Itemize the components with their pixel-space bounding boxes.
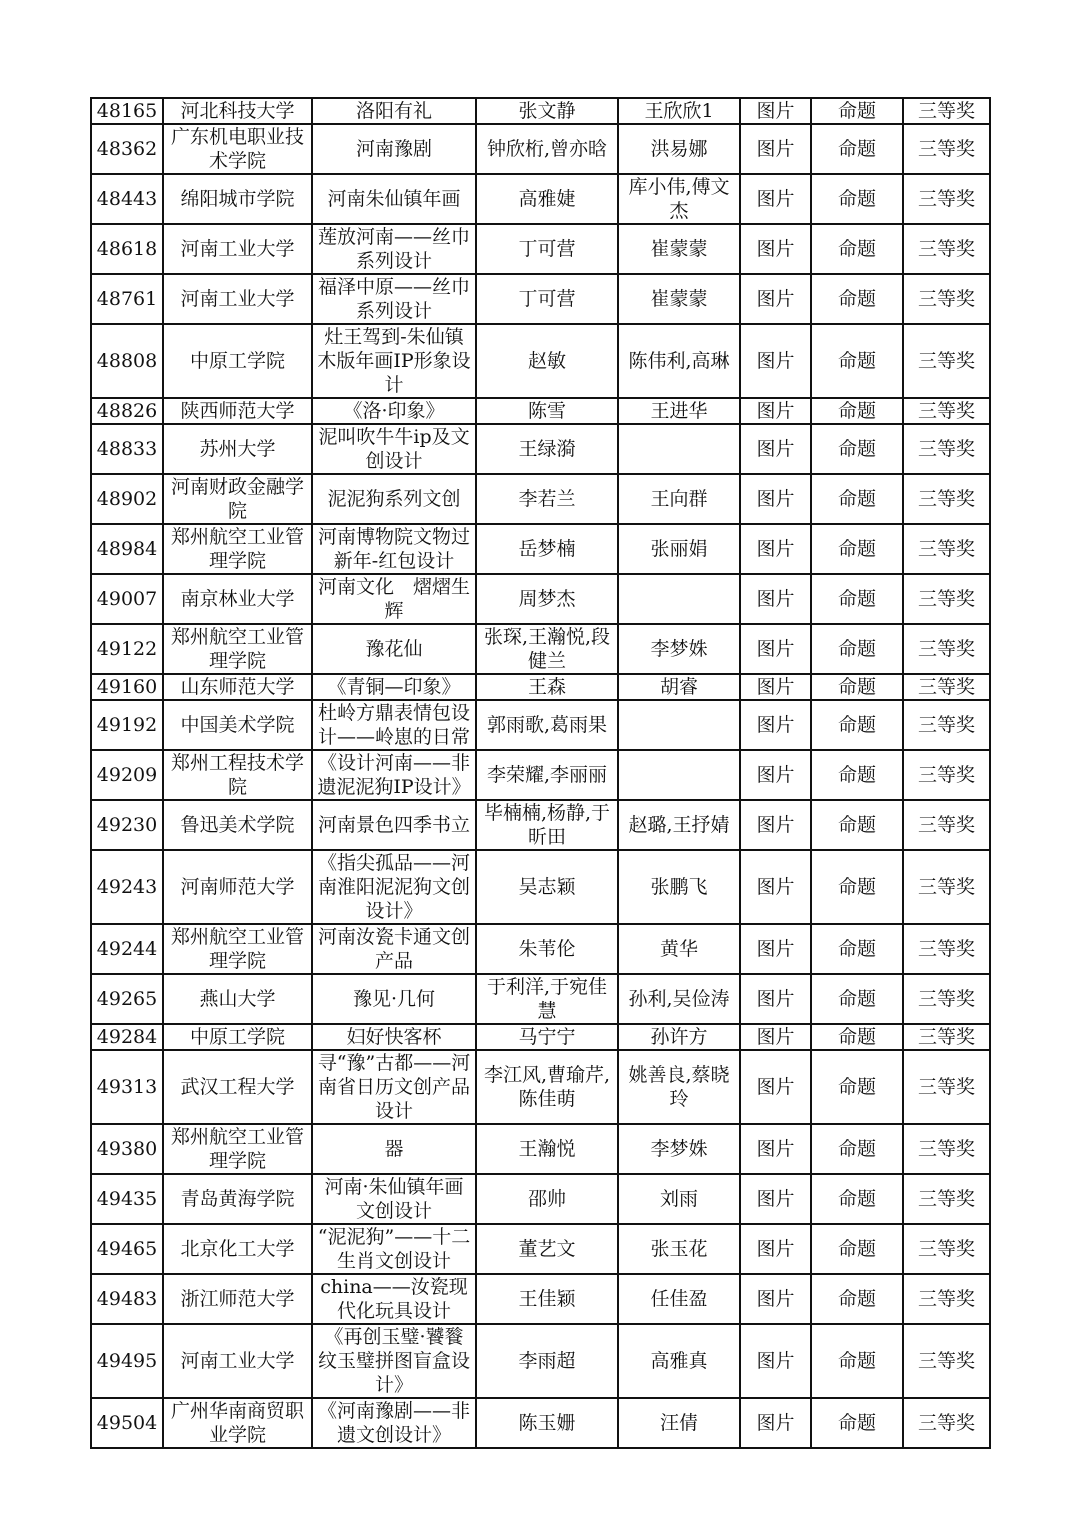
work-title-cell: 灶王驾到-朱仙镇木版年画IP形象设计: [312, 324, 476, 398]
work-type-cell: 图片: [740, 924, 811, 974]
school-cell: 郑州航空工业管理学院: [163, 924, 312, 974]
advisor-cell: [618, 424, 740, 474]
work-type-cell: 图片: [740, 98, 811, 124]
advisor-cell: 崔蒙蒙: [618, 274, 740, 324]
category-cell: 命题: [811, 174, 903, 224]
work-type-cell: 图片: [740, 1024, 811, 1050]
authors-cell: 李若兰: [476, 474, 618, 524]
authors-cell: 于利洋,于宛佳慧: [476, 974, 618, 1024]
advisor-cell: 崔蒙蒙: [618, 224, 740, 274]
table-row: [91, 974, 990, 1024]
work-type-cell: 图片: [740, 1274, 811, 1324]
table-row: [91, 398, 990, 424]
table-row: [91, 424, 990, 474]
school-cell: 山东师范大学: [163, 674, 312, 700]
award-id-cell: 49313: [91, 1050, 163, 1124]
advisor-cell: 张鹏飞: [618, 850, 740, 924]
advisor-cell: 库小伟,傅文杰: [618, 174, 740, 224]
work-title-cell: 《设计河南——非遗泥泥狗IP设计》: [312, 750, 476, 800]
authors-cell: 赵敏: [476, 324, 618, 398]
category-cell: 命题: [811, 750, 903, 800]
work-type-cell: 图片: [740, 1324, 811, 1398]
award-level-cell: 三等奖: [903, 974, 990, 1024]
table-row: [91, 1024, 990, 1050]
award-level-cell: 三等奖: [903, 474, 990, 524]
advisor-cell: 黄华: [618, 924, 740, 974]
table-row: [91, 1274, 990, 1324]
work-type-cell: 图片: [740, 974, 811, 1024]
advisor-cell: 王向群: [618, 474, 740, 524]
work-title-cell: 河南博物院文物过新年-红包设计: [312, 524, 476, 574]
category-cell: 命题: [811, 1224, 903, 1274]
category-cell: 命题: [811, 524, 903, 574]
work-type-cell: 图片: [740, 1050, 811, 1124]
award-id-cell: 48443: [91, 174, 163, 224]
work-type-cell: 图片: [740, 1174, 811, 1224]
award-id-cell: 49380: [91, 1124, 163, 1174]
school-cell: 河南工业大学: [163, 274, 312, 324]
authors-cell: 董艺文: [476, 1224, 618, 1274]
school-cell: 中国美术学院: [163, 700, 312, 750]
category-cell: 命题: [811, 398, 903, 424]
school-cell: 河北科技大学: [163, 98, 312, 124]
category-cell: 命题: [811, 324, 903, 398]
work-type-cell: 图片: [740, 1124, 811, 1174]
award-id-cell: 48902: [91, 474, 163, 524]
category-cell: 命题: [811, 624, 903, 674]
advisor-cell: [618, 574, 740, 624]
work-title-cell: 寻“豫”古都——河南省日历文创产品设计: [312, 1050, 476, 1124]
award-id-cell: 49265: [91, 974, 163, 1024]
advisor-cell: 胡睿: [618, 674, 740, 700]
work-title-cell: 妇好快客杯: [312, 1024, 476, 1050]
advisor-cell: 孙许方: [618, 1024, 740, 1050]
work-title-cell: 莲放河南——丝巾系列设计: [312, 224, 476, 274]
award-id-cell: 49192: [91, 700, 163, 750]
work-title-cell: 《再创玉璧·饕餮纹玉璧拼图盲盒设计》: [312, 1324, 476, 1398]
authors-cell: 李雨超: [476, 1324, 618, 1398]
award-level-cell: 三等奖: [903, 174, 990, 224]
award-level-cell: 三等奖: [903, 524, 990, 574]
award-id-cell: 49244: [91, 924, 163, 974]
school-cell: 郑州工程技术学院: [163, 750, 312, 800]
work-type-cell: 图片: [740, 674, 811, 700]
award-level-cell: 三等奖: [903, 1274, 990, 1324]
authors-cell: 王森: [476, 674, 618, 700]
category-cell: 命题: [811, 1124, 903, 1174]
authors-cell: 李江风,曹瑜芹,陈佳萌: [476, 1050, 618, 1124]
school-cell: 鲁迅美术学院: [163, 800, 312, 850]
award-id-cell: 49122: [91, 624, 163, 674]
award-level-cell: 三等奖: [903, 1224, 990, 1274]
award-id-cell: 48618: [91, 224, 163, 274]
school-cell: 河南工业大学: [163, 1324, 312, 1398]
category-cell: 命题: [811, 1024, 903, 1050]
work-title-cell: 泥叫吹牛牛ip及文创设计: [312, 424, 476, 474]
table-row: [91, 850, 990, 924]
work-type-cell: 图片: [740, 124, 811, 174]
school-cell: 绵阳城市学院: [163, 174, 312, 224]
work-title-cell: “泥泥狗”——十二生肖文创设计: [312, 1224, 476, 1274]
category-cell: 命题: [811, 1274, 903, 1324]
authors-cell: 毕楠楠,杨静,于昕田: [476, 800, 618, 850]
award-level-cell: 三等奖: [903, 324, 990, 398]
school-cell: 陕西师范大学: [163, 398, 312, 424]
award-level-cell: 三等奖: [903, 224, 990, 274]
school-cell: 南京林业大学: [163, 574, 312, 624]
authors-cell: 张琛,王瀚悦,段健兰: [476, 624, 618, 674]
school-cell: 燕山大学: [163, 974, 312, 1024]
award-level-cell: 三等奖: [903, 850, 990, 924]
school-cell: 广州华南商贸职业学院: [163, 1398, 312, 1448]
table-row: [91, 1324, 990, 1398]
authors-cell: 郭雨歌,葛雨果: [476, 700, 618, 750]
advisor-cell: 刘雨: [618, 1174, 740, 1224]
award-id-cell: 49209: [91, 750, 163, 800]
work-title-cell: 河南·朱仙镇年画文创设计: [312, 1174, 476, 1224]
award-level-cell: 三等奖: [903, 274, 990, 324]
award-id-cell: 48362: [91, 124, 163, 174]
advisor-cell: 陈伟利,高琳: [618, 324, 740, 398]
award-level-cell: 三等奖: [903, 98, 990, 124]
work-title-cell: 福泽中原——丝巾系列设计: [312, 274, 476, 324]
award-id-cell: 49007: [91, 574, 163, 624]
authors-cell: 李荣耀,李丽丽: [476, 750, 618, 800]
award-level-cell: 三等奖: [903, 800, 990, 850]
advisor-cell: 王欣欣1: [618, 98, 740, 124]
table-row: [91, 800, 990, 850]
table-row: [91, 124, 990, 174]
category-cell: 命题: [811, 124, 903, 174]
authors-cell: 陈玉姗: [476, 1398, 618, 1448]
category-cell: 命题: [811, 1174, 903, 1224]
work-type-cell: 图片: [740, 1224, 811, 1274]
work-title-cell: 豫见·几何: [312, 974, 476, 1024]
work-title-cell: 《青铜—印象》: [312, 674, 476, 700]
work-title-cell: 《指尖孤品——河南淮阳泥泥狗文创设计》: [312, 850, 476, 924]
school-cell: 河南师范大学: [163, 850, 312, 924]
table-row: [91, 574, 990, 624]
award-level-cell: 三等奖: [903, 1398, 990, 1448]
school-cell: 中原工学院: [163, 1024, 312, 1050]
table-row: [91, 1174, 990, 1224]
award-level-cell: 三等奖: [903, 124, 990, 174]
award-id-cell: 49284: [91, 1024, 163, 1050]
work-title-cell: 《河南豫剧——非遗文创设计》: [312, 1398, 476, 1448]
award-id-cell: 48761: [91, 274, 163, 324]
category-cell: 命题: [811, 1050, 903, 1124]
award-id-cell: 48165: [91, 98, 163, 124]
work-title-cell: 河南豫剧: [312, 124, 476, 174]
award-id-cell: 49483: [91, 1274, 163, 1324]
work-type-cell: 图片: [740, 800, 811, 850]
advisor-cell: [618, 700, 740, 750]
work-type-cell: 图片: [740, 324, 811, 398]
authors-cell: 朱苇伦: [476, 924, 618, 974]
advisor-cell: 汪倩: [618, 1398, 740, 1448]
award-id-cell: 49230: [91, 800, 163, 850]
category-cell: 命题: [811, 850, 903, 924]
work-type-cell: 图片: [740, 850, 811, 924]
table-row: [91, 700, 990, 750]
advisor-cell: 高雅真: [618, 1324, 740, 1398]
category-cell: 命题: [811, 474, 903, 524]
authors-cell: 丁可营: [476, 224, 618, 274]
work-type-cell: 图片: [740, 424, 811, 474]
school-cell: 青岛黄海学院: [163, 1174, 312, 1224]
authors-cell: 王佳颖: [476, 1274, 618, 1324]
authors-cell: 陈雪: [476, 398, 618, 424]
authors-cell: 高雅婕: [476, 174, 618, 224]
school-cell: 浙江师范大学: [163, 1274, 312, 1324]
authors-cell: 丁可营: [476, 274, 618, 324]
table-row: [91, 98, 990, 124]
award-id-cell: 49243: [91, 850, 163, 924]
table-row: [91, 274, 990, 324]
school-cell: 苏州大学: [163, 424, 312, 474]
school-cell: 中原工学院: [163, 324, 312, 398]
school-cell: 武汉工程大学: [163, 1050, 312, 1124]
category-cell: 命题: [811, 98, 903, 124]
authors-cell: 岳梦楠: [476, 524, 618, 574]
work-title-cell: 《洛·印象》: [312, 398, 476, 424]
table-row: [91, 524, 990, 574]
award-level-cell: 三等奖: [903, 924, 990, 974]
school-cell: 郑州航空工业管理学院: [163, 1124, 312, 1174]
award-level-cell: 三等奖: [903, 574, 990, 624]
table-row: [91, 474, 990, 524]
school-cell: 河南财政金融学院: [163, 474, 312, 524]
work-title-cell: 河南朱仙镇年画: [312, 174, 476, 224]
work-title-cell: 洛阳有礼: [312, 98, 476, 124]
award-level-cell: 三等奖: [903, 424, 990, 474]
table-row: [91, 750, 990, 800]
award-level-cell: 三等奖: [903, 700, 990, 750]
awards-table: [90, 97, 991, 1449]
work-title-cell: 器: [312, 1124, 476, 1174]
category-cell: 命题: [811, 800, 903, 850]
award-level-cell: 三等奖: [903, 1124, 990, 1174]
work-type-cell: 图片: [740, 624, 811, 674]
table-row: [91, 324, 990, 398]
advisor-cell: 赵璐,王抒婧: [618, 800, 740, 850]
award-id-cell: 49465: [91, 1224, 163, 1274]
award-id-cell: 48984: [91, 524, 163, 574]
school-cell: 河南工业大学: [163, 224, 312, 274]
authors-cell: 王绿漪: [476, 424, 618, 474]
award-id-cell: 49435: [91, 1174, 163, 1224]
award-id-cell: 48833: [91, 424, 163, 474]
work-type-cell: 图片: [740, 398, 811, 424]
category-cell: 命题: [811, 574, 903, 624]
advisor-cell: 王进华: [618, 398, 740, 424]
school-cell: 北京化工大学: [163, 1224, 312, 1274]
authors-cell: 邵帅: [476, 1174, 618, 1224]
work-title-cell: 河南汝瓷卡通文创产品: [312, 924, 476, 974]
work-type-cell: 图片: [740, 174, 811, 224]
authors-cell: 周梦杰: [476, 574, 618, 624]
table-row: [91, 1124, 990, 1174]
advisor-cell: 张丽娟: [618, 524, 740, 574]
table-row: [91, 1050, 990, 1124]
award-id-cell: 49160: [91, 674, 163, 700]
work-title-cell: china——汝瓷现代化玩具设计: [312, 1274, 476, 1324]
advisor-cell: 孙利,吴俭涛: [618, 974, 740, 1024]
advisor-cell: 姚善良,蔡晓玲: [618, 1050, 740, 1124]
category-cell: 命题: [811, 974, 903, 1024]
authors-cell: 张文静: [476, 98, 618, 124]
authors-cell: 吴志颖: [476, 850, 618, 924]
award-id-cell: 48808: [91, 324, 163, 398]
work-title-cell: 豫花仙: [312, 624, 476, 674]
category-cell: 命题: [811, 1324, 903, 1398]
work-type-cell: 图片: [740, 274, 811, 324]
table-row: [91, 1224, 990, 1274]
table-row: [91, 224, 990, 274]
category-cell: 命题: [811, 1398, 903, 1448]
work-title-cell: 河南景色四季书立: [312, 800, 476, 850]
category-cell: 命题: [811, 700, 903, 750]
award-level-cell: 三等奖: [903, 1174, 990, 1224]
table-row: [91, 624, 990, 674]
category-cell: 命题: [811, 224, 903, 274]
awards-table-body: [91, 98, 990, 1448]
award-id-cell: 49504: [91, 1398, 163, 1448]
work-title-cell: 泥泥狗系列文创: [312, 474, 476, 524]
table-row: [91, 924, 990, 974]
work-title-cell: 杜岭方鼎表情包设计——岭崽的日常: [312, 700, 476, 750]
category-cell: 命题: [811, 924, 903, 974]
work-type-cell: 图片: [740, 574, 811, 624]
authors-cell: 钟欣桁,曾亦晗: [476, 124, 618, 174]
award-level-cell: 三等奖: [903, 674, 990, 700]
school-cell: 广东机电职业技术学院: [163, 124, 312, 174]
table-row: [91, 1398, 990, 1448]
award-id-cell: 48826: [91, 398, 163, 424]
advisor-cell: [618, 750, 740, 800]
table-row: [91, 174, 990, 224]
award-level-cell: 三等奖: [903, 750, 990, 800]
authors-cell: 王瀚悦: [476, 1124, 618, 1174]
work-type-cell: 图片: [740, 224, 811, 274]
category-cell: 命题: [811, 424, 903, 474]
award-level-cell: 三等奖: [903, 1050, 990, 1124]
advisor-cell: 李梦姝: [618, 624, 740, 674]
award-level-cell: 三等奖: [903, 1024, 990, 1050]
school-cell: 郑州航空工业管理学院: [163, 624, 312, 674]
award-level-cell: 三等奖: [903, 398, 990, 424]
work-title-cell: 河南文化 熠熠生辉: [312, 574, 476, 624]
award-level-cell: 三等奖: [903, 1324, 990, 1398]
category-cell: 命题: [811, 674, 903, 700]
advisor-cell: 李梦姝: [618, 1124, 740, 1174]
advisor-cell: 张玉花: [618, 1224, 740, 1274]
work-type-cell: 图片: [740, 700, 811, 750]
work-type-cell: 图片: [740, 750, 811, 800]
work-type-cell: 图片: [740, 474, 811, 524]
work-type-cell: 图片: [740, 1398, 811, 1448]
work-type-cell: 图片: [740, 524, 811, 574]
advisor-cell: 任佳盈: [618, 1274, 740, 1324]
category-cell: 命题: [811, 274, 903, 324]
authors-cell: 马宁宁: [476, 1024, 618, 1050]
table-row: [91, 674, 990, 700]
award-level-cell: 三等奖: [903, 624, 990, 674]
advisor-cell: 洪易娜: [618, 124, 740, 174]
award-id-cell: 49495: [91, 1324, 163, 1398]
school-cell: 郑州航空工业管理学院: [163, 524, 312, 574]
